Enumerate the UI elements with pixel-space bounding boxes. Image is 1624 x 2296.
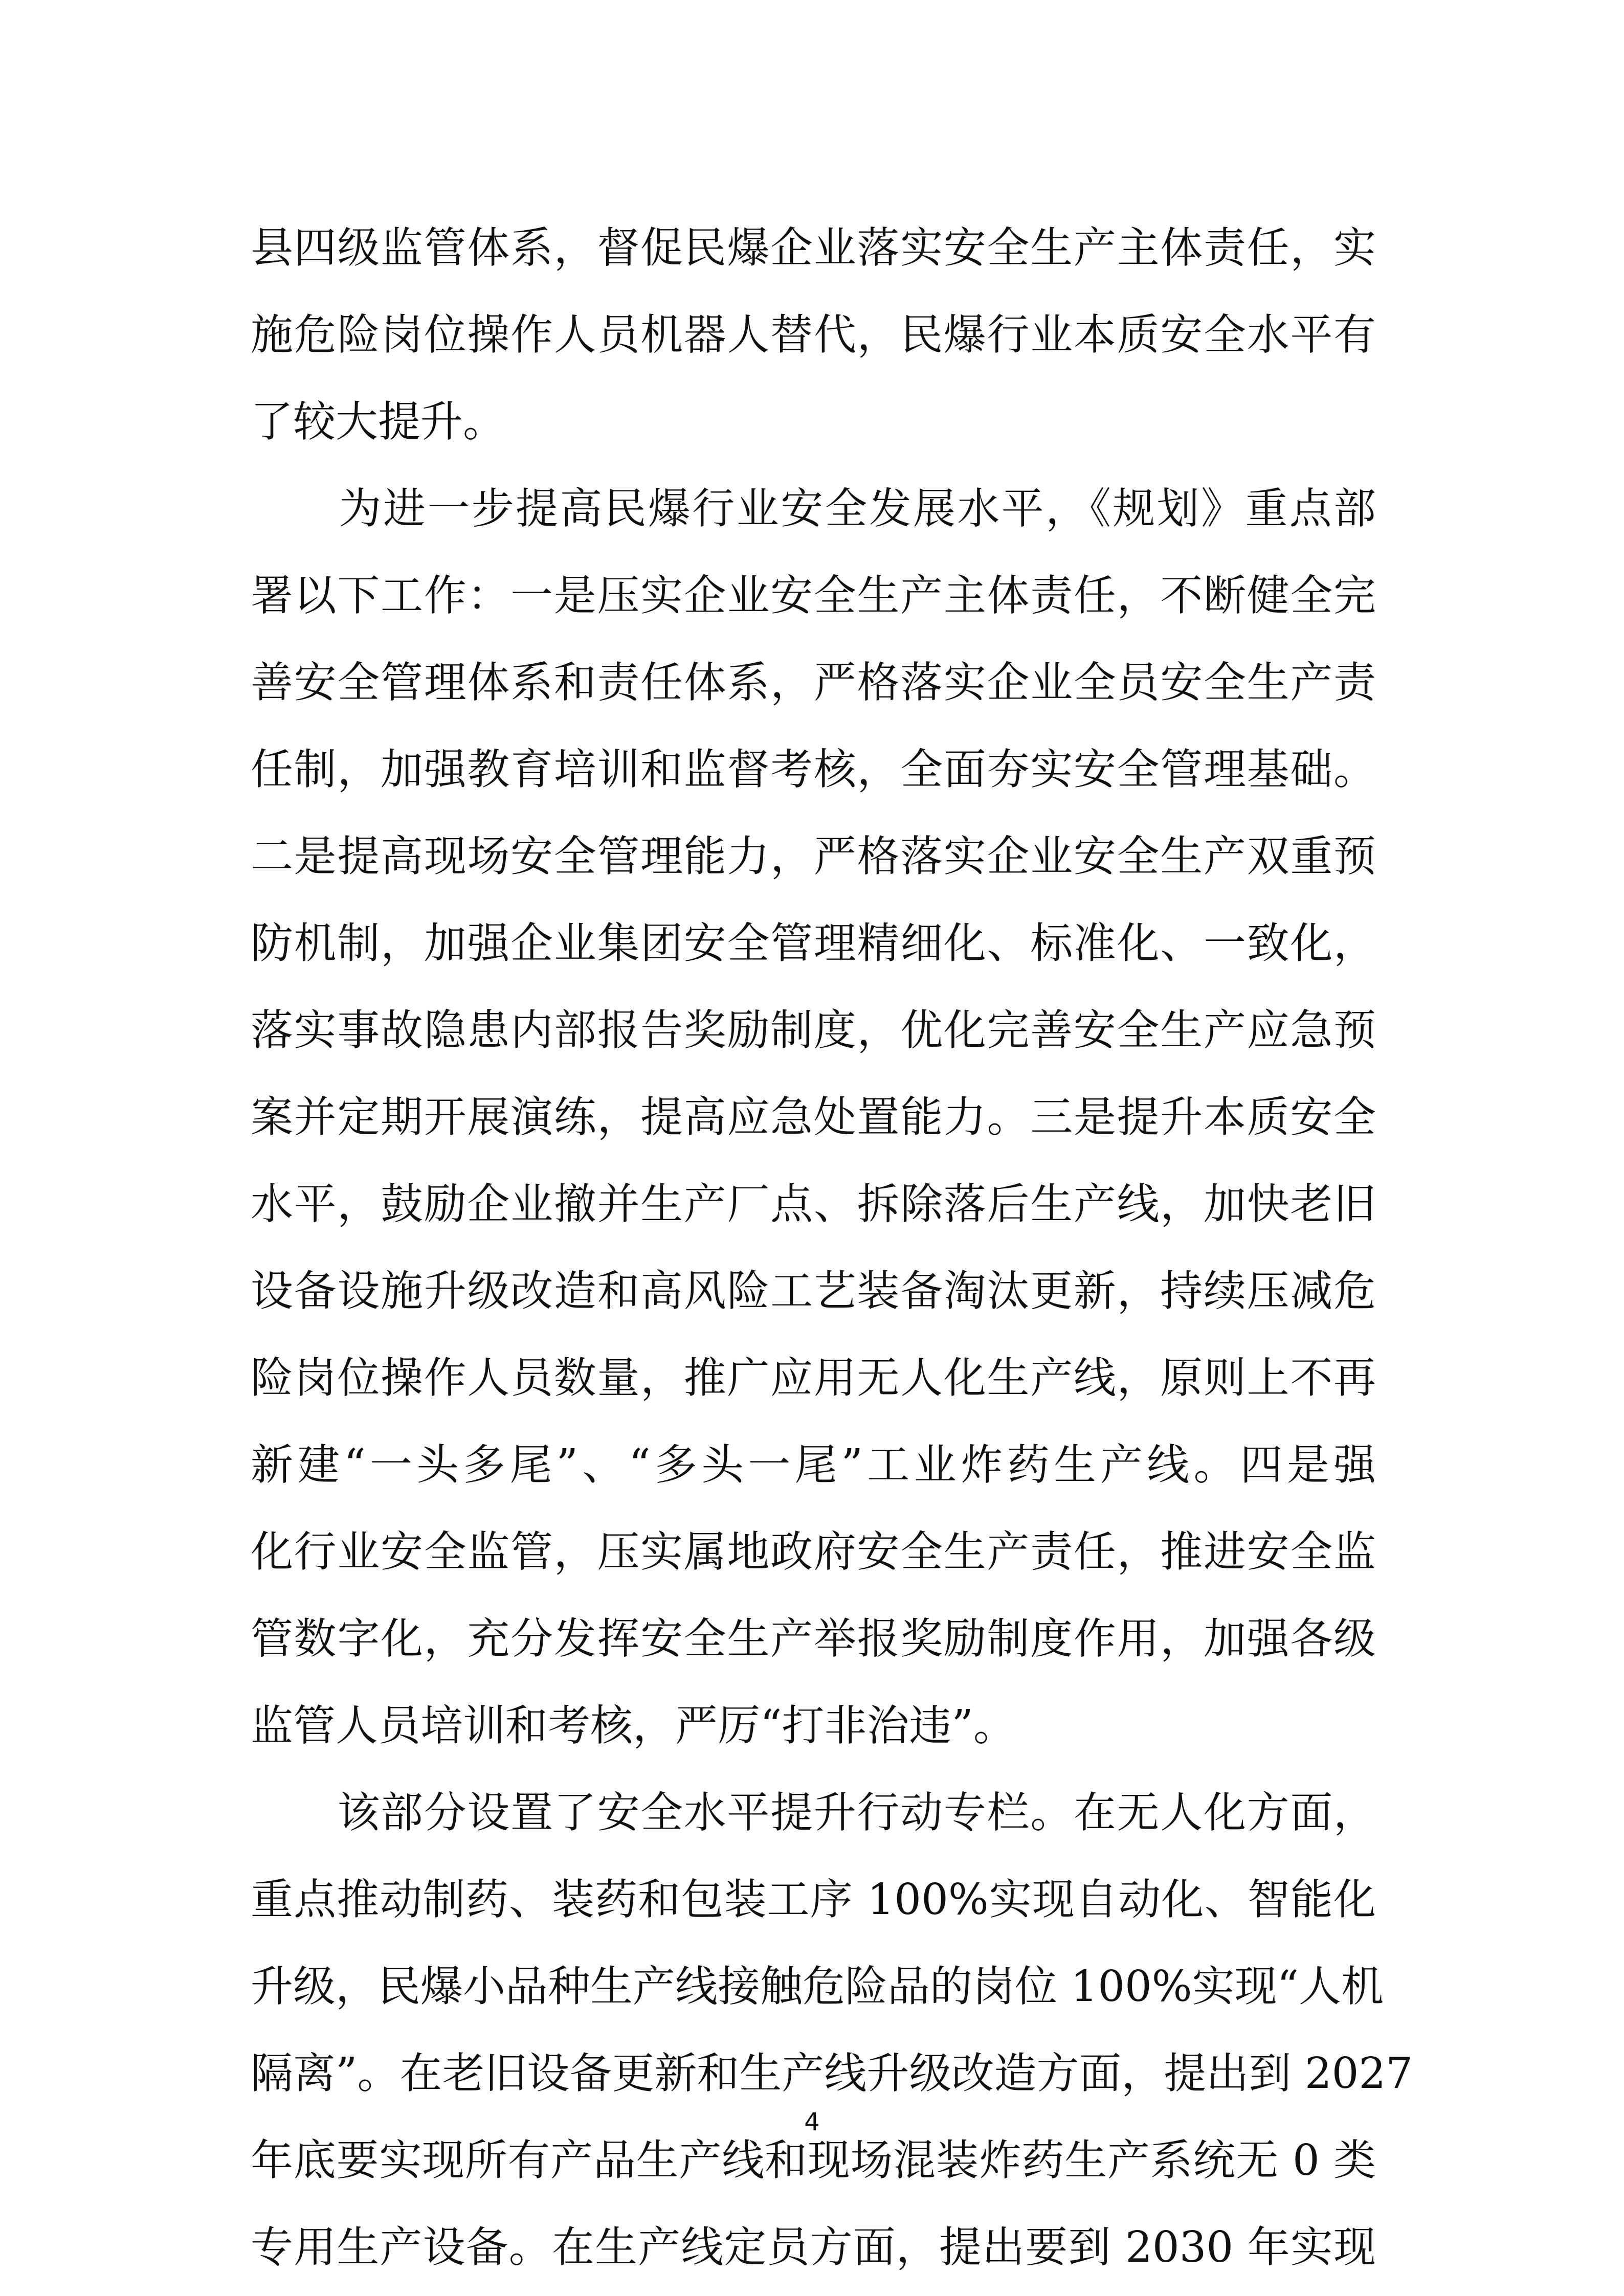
text-line: 案并定期开展演练，提高应急处置能力。三是提升本质安全 (251, 1092, 1376, 1142)
text-line: 二是提高现场安全管理能力，严格落实企业安全生产双重预 (251, 831, 1376, 881)
text-line: 设备设施升级改造和高风险工艺装备淘汰更新，持续压减危 (251, 1266, 1376, 1316)
text-line: 年底要实现所有产品生产线和现场混装炸药生产系统无 0 类 (251, 2135, 1376, 2185)
text-line: 署以下工作：一是压实企业安全生产主体责任，不断健全完 (251, 571, 1376, 620)
text-line: 专用生产设备。在生产线定员方面，提出要到 2030 年实现 (251, 2222, 1376, 2272)
page-number: 4 (804, 2108, 820, 2136)
text-line: 县四级监管体系，督促民爆企业落实安全生产主体责任，实 (251, 223, 1376, 273)
text-line: 任制，加强教育培训和监督考核，全面夯实安全管理基础。 (251, 745, 1376, 794)
text-line: 监管人员培训和考核，严厉“打非治违”。 (251, 1701, 1016, 1750)
text-line: 了较大提升。 (251, 397, 505, 446)
text-line: 善安全管理体系和责任体系，严格落实企业全员安全生产责 (251, 658, 1376, 707)
text-line: 升级，民爆小品种生产线接触危险品的岗位 100%实现“人机 (251, 1962, 1384, 2011)
text-line: 水平，鼓励企业撤并生产厂点、拆除落后生产线，加快老旧 (251, 1179, 1376, 1229)
text-line: 施危险岗位操作人员机器人替代，民爆行业本质安全水平有 (251, 310, 1376, 359)
text-line: 防机制，加强企业集团安全管理精细化、标准化、一致化， (251, 918, 1376, 968)
text-line: 管数字化，充分发挥安全生产举报奖励制度作用，加强各级 (251, 1614, 1376, 1663)
text-line: 新建“一头多尾”、“多头一尾”工业炸药生产线。四是强 (251, 1440, 1376, 1490)
text-line: 为进一步提高民爆行业安全发展水平，《规划》重点部 (251, 484, 1376, 533)
text-line: 重点推动制药、装药和包装工序 100%实现自动化、智能化 (251, 1875, 1376, 1924)
text-line: 落实事故隐患内部报告奖励制度，优化完善安全生产应急预 (251, 1005, 1376, 1055)
text-line: 险岗位操作人员数量，推广应用无人化生产线，原则上不再 (251, 1353, 1376, 1403)
body-text (251, 205, 1413, 2291)
text-line: 化行业安全监管，压实属地政府安全生产责任，推进安全监 (251, 1527, 1376, 1577)
text-line: 该部分设置了安全水平提升行动专栏。在无人化方面， (251, 1788, 1376, 1837)
text-line: 隔离”。在老旧设备更新和生产线升级改造方面，提出到 2027 (251, 2049, 1413, 2098)
